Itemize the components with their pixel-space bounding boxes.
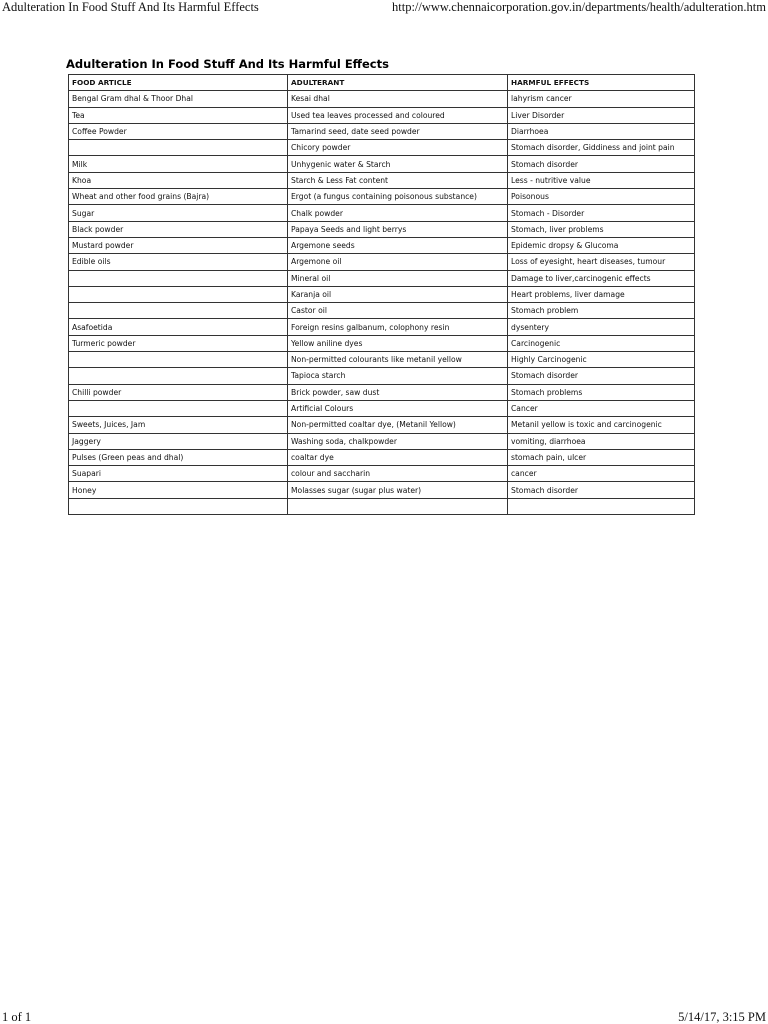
table-row bbox=[69, 270, 695, 286]
food-article-cell bbox=[69, 368, 288, 384]
table-row bbox=[69, 482, 695, 498]
harmful-effect-cell: Poisonous bbox=[508, 189, 695, 205]
table-body bbox=[69, 91, 695, 515]
print-datetime: 5/14/17, 3:15 PM bbox=[678, 1010, 766, 1024]
adulteration-table bbox=[68, 74, 695, 515]
table-row bbox=[69, 286, 695, 302]
column-header-harmful-effects: HARMFUL EFFECTS bbox=[508, 75, 695, 91]
adulterant-cell bbox=[288, 498, 508, 514]
adulterant-cell: Yellow aniline dyes bbox=[288, 335, 508, 351]
adulterant-cell: Argemone seeds bbox=[288, 237, 508, 253]
adulterant-cell: Unhygenic water & Starch bbox=[288, 156, 508, 172]
adulterant-cell: Papaya Seeds and light berrys bbox=[288, 221, 508, 237]
harmful-effect-cell: Heart problems, liver damage bbox=[508, 286, 695, 302]
food-article-cell: Pulses (Green peas and dhal) bbox=[69, 449, 288, 465]
harmful-effect-cell: Stomach disorder bbox=[508, 482, 695, 498]
table-header-row bbox=[69, 75, 695, 91]
food-article-cell: Asafoetida bbox=[69, 319, 288, 335]
table-row bbox=[69, 368, 695, 384]
harmful-effect-cell: Diarrhoea bbox=[508, 123, 695, 139]
food-article-cell bbox=[69, 270, 288, 286]
table-row bbox=[69, 303, 695, 319]
harmful-effect-cell: Stomach, liver problems bbox=[508, 221, 695, 237]
table-row bbox=[69, 172, 695, 188]
column-header-food-article: FOOD ARTICLE bbox=[69, 75, 288, 91]
harmful-effect-cell: Stomach disorder bbox=[508, 156, 695, 172]
adulterant-cell: Mineral oil bbox=[288, 270, 508, 286]
adulterant-cell: Chicory powder bbox=[288, 140, 508, 156]
food-article-cell: Chilli powder bbox=[69, 384, 288, 400]
harmful-effect-cell: Epidemic dropsy & Glucoma bbox=[508, 237, 695, 253]
harmful-effect-cell: Stomach - Disorder bbox=[508, 205, 695, 221]
table-row bbox=[69, 107, 695, 123]
adulterant-cell: Tamarind seed, date seed powder bbox=[288, 123, 508, 139]
table-row bbox=[69, 221, 695, 237]
harmful-effect-cell: Damage to liver,carcinogenic effects bbox=[508, 270, 695, 286]
table-row bbox=[69, 156, 695, 172]
food-article-cell: Tea bbox=[69, 107, 288, 123]
page-number: 1 of 1 bbox=[2, 1010, 32, 1024]
harmful-effect-cell: Stomach problem bbox=[508, 303, 695, 319]
table-row bbox=[69, 352, 695, 368]
adulterant-cell: Chalk powder bbox=[288, 205, 508, 221]
table-row bbox=[69, 140, 695, 156]
harmful-effect-cell: Carcinogenic bbox=[508, 335, 695, 351]
adulterant-cell: colour and saccharin bbox=[288, 466, 508, 482]
food-article-cell: Sugar bbox=[69, 205, 288, 221]
harmful-effect-cell: Cancer bbox=[508, 400, 695, 416]
adulterant-cell: Castor oil bbox=[288, 303, 508, 319]
adulterant-cell: Ergot (a fungus containing poisonous substance) bbox=[288, 189, 508, 205]
print-footer bbox=[0, 1010, 768, 1024]
adulterant-cell: Foreign resins galbanum, colophony resin bbox=[288, 319, 508, 335]
food-article-cell bbox=[69, 303, 288, 319]
food-article-cell: Jaggery bbox=[69, 433, 288, 449]
harmful-effect-cell: Stomach disorder, Giddiness and joint pain bbox=[508, 140, 695, 156]
print-header-url[interactable]: http://www.chennaicorporation.gov.in/departments/health/adulteration.htm bbox=[392, 0, 766, 14]
food-article-cell: Edible oils bbox=[69, 254, 288, 270]
food-article-cell: Mustard powder bbox=[69, 237, 288, 253]
food-article-cell: Milk bbox=[69, 156, 288, 172]
harmful-effect-cell: lahyrism cancer bbox=[508, 91, 695, 107]
harmful-effect-cell: Metanil yellow is toxic and carcinogenic bbox=[508, 417, 695, 433]
table-row bbox=[69, 449, 695, 465]
harmful-effect-cell: Loss of eyesight, heart diseases, tumour bbox=[508, 254, 695, 270]
food-article-cell: Coffee Powder bbox=[69, 123, 288, 139]
harmful-effect-cell: Stomach problems bbox=[508, 384, 695, 400]
table-row bbox=[69, 335, 695, 351]
table-row bbox=[69, 254, 695, 270]
harmful-effect-cell: Less - nutritive value bbox=[508, 172, 695, 188]
food-article-cell bbox=[69, 498, 288, 514]
harmful-effect-cell: dysentery bbox=[508, 319, 695, 335]
adulterant-cell: Artificial Colours bbox=[288, 400, 508, 416]
adulterant-cell: Karanja oil bbox=[288, 286, 508, 302]
table-row bbox=[69, 123, 695, 139]
adulterant-cell: Washing soda, chalkpowder bbox=[288, 433, 508, 449]
adulterant-cell: coaltar dye bbox=[288, 449, 508, 465]
print-header bbox=[0, 0, 768, 18]
table-row bbox=[69, 205, 695, 221]
harmful-effect-cell: Stomach disorder bbox=[508, 368, 695, 384]
harmful-effect-cell: vomiting, diarrhoea bbox=[508, 433, 695, 449]
food-article-cell bbox=[69, 286, 288, 302]
table-row bbox=[69, 466, 695, 482]
table-row bbox=[69, 91, 695, 107]
table-row bbox=[69, 237, 695, 253]
food-article-cell: Sweets, Juices, Jam bbox=[69, 417, 288, 433]
harmful-effect-cell: Highly Carcinogenic bbox=[508, 352, 695, 368]
adulterant-cell: Tapioca starch bbox=[288, 368, 508, 384]
food-article-cell bbox=[69, 140, 288, 156]
food-article-cell: Suapari bbox=[69, 466, 288, 482]
adulterant-cell: Kesai dhal bbox=[288, 91, 508, 107]
adulterant-cell: Argemone oil bbox=[288, 254, 508, 270]
food-article-cell: Bengal Gram dhal & Thoor Dhal bbox=[69, 91, 288, 107]
table-row bbox=[69, 417, 695, 433]
food-article-cell: Black powder bbox=[69, 221, 288, 237]
table-row bbox=[69, 319, 695, 335]
table-row bbox=[69, 384, 695, 400]
adulterant-cell: Non-permitted coaltar dye, (Metanil Yellow) bbox=[288, 417, 508, 433]
table-row bbox=[69, 433, 695, 449]
harmful-effect-cell: cancer bbox=[508, 466, 695, 482]
print-header-title: Adulteration In Food Stuff And Its Harmful Effects bbox=[2, 0, 259, 14]
adulterant-cell: Starch & Less Fat content bbox=[288, 172, 508, 188]
food-article-cell: Turmeric powder bbox=[69, 335, 288, 351]
table-row bbox=[69, 400, 695, 416]
table-row bbox=[69, 498, 695, 514]
adulterant-cell: Non-permitted colourants like metanil yellow bbox=[288, 352, 508, 368]
harmful-effect-cell: stomach pain, ulcer bbox=[508, 449, 695, 465]
harmful-effect-cell bbox=[508, 498, 695, 514]
column-header-adulterant: ADULTERANT bbox=[288, 75, 508, 91]
food-article-cell: Honey bbox=[69, 482, 288, 498]
adulterant-cell: Used tea leaves processed and coloured bbox=[288, 107, 508, 123]
food-article-cell bbox=[69, 400, 288, 416]
food-article-cell: Wheat and other food grains (Bajra) bbox=[69, 189, 288, 205]
harmful-effect-cell: Liver Disorder bbox=[508, 107, 695, 123]
table-row bbox=[69, 189, 695, 205]
adulterant-cell: Molasses sugar (sugar plus water) bbox=[288, 482, 508, 498]
adulterant-cell: Brick powder, saw dust bbox=[288, 384, 508, 400]
food-article-cell bbox=[69, 352, 288, 368]
food-article-cell: Khoa bbox=[69, 172, 288, 188]
page-title: Adulteration In Food Stuff And Its Harmful Effects bbox=[66, 57, 389, 71]
